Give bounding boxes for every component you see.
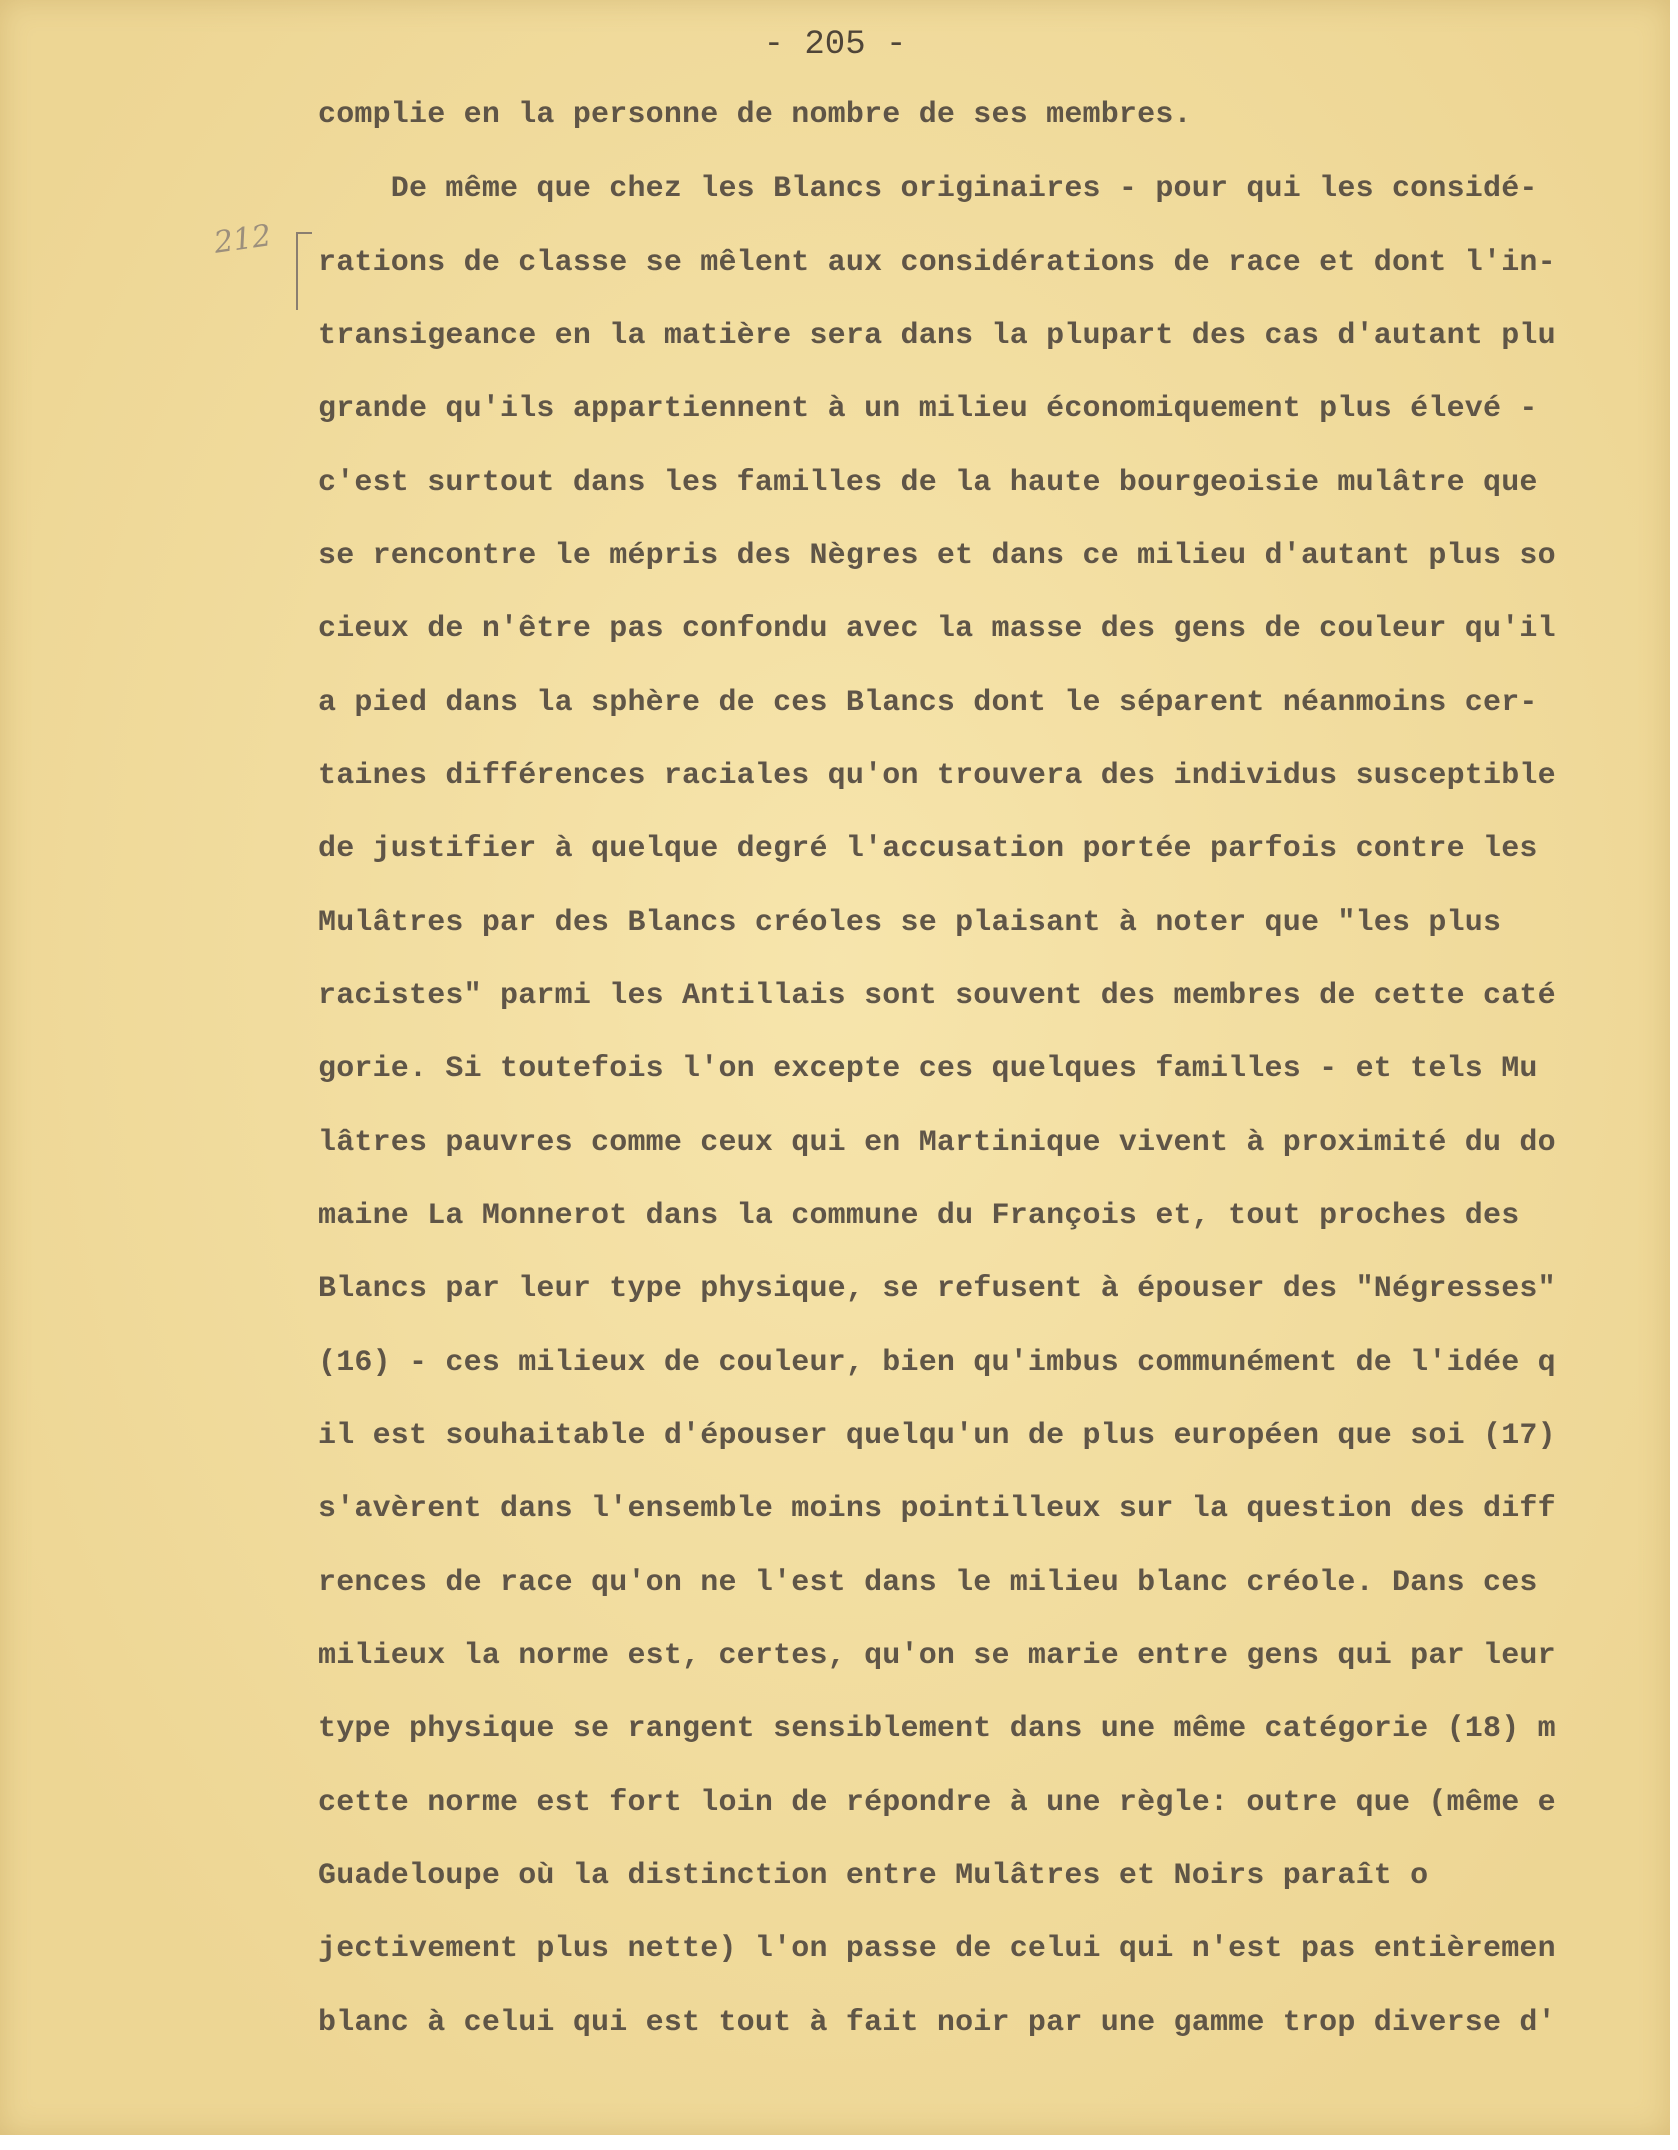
text-line: cette norme est fort loin de répondre à une règle: outre que (même e <box>318 1786 1556 1820</box>
text-line: gorie. Si toutefois l'on excepte ces quelques familles - et tels Mu <box>318 1052 1538 1086</box>
text-line: rences de race qu'on ne l'est dans le milieu blanc créole. Dans ces <box>318 1566 1538 1600</box>
text-line: Guadeloupe où la distinction entre Mulâtres et Noirs paraît o <box>318 1859 1429 1893</box>
text-line: grande qu'ils appartiennent à un milieu économiquement plus élevé - <box>318 392 1538 426</box>
text-line: de justifier à quelque degré l'accusation portée parfois contre les <box>318 832 1538 866</box>
text-line: Blancs par leur type physique, se refusent à épouser des "Négresses" <box>318 1272 1556 1306</box>
text-line: il est souhaitable d'épouser quelqu'un de plus européen que soi (17) <box>318 1419 1556 1453</box>
text-line: Mulâtres par des Blancs créoles se plaisant à noter que "les plus <box>318 906 1502 940</box>
text-line: (16) - ces milieux de couleur, bien qu'imbus communément de l'idée q <box>318 1346 1556 1380</box>
text-line: c'est surtout dans les familles de la haute bourgeoisie mulâtre que <box>318 466 1538 500</box>
text-line: a pied dans la sphère de ces Blancs dont le séparent néanmoins cer- <box>318 686 1538 720</box>
text-line: transigeance en la matière sera dans la plupart des cas d'autant plu <box>318 319 1556 353</box>
text-line: maine La Monnerot dans la commune du François et, tout proches des <box>318 1199 1520 1233</box>
text-line: cieux de n'être pas confondu avec la masse des gens de couleur qu'il <box>318 612 1556 646</box>
text-line: De même que chez les Blancs originaires - pour qui les considé- <box>318 172 1538 206</box>
page-number: - 205 - <box>763 26 907 64</box>
handwritten-margin-note: 212 <box>211 218 274 261</box>
text-line: milieux la norme est, certes, qu'on se marie entre gens qui par leur <box>318 1639 1556 1673</box>
text-line: rations de classe se mêlent aux considérations de race et dont l'in- <box>318 246 1556 280</box>
text-line: se rencontre le mépris des Nègres et dans ce milieu d'autant plus so <box>318 539 1556 573</box>
text-line: lâtres pauvres comme ceux qui en Martinique vivent à proximité du do <box>318 1126 1556 1160</box>
text-line: complie en la personne de nombre de ses membres. <box>318 98 1192 132</box>
text-line: type physique se rangent sensiblement dans une même catégorie (18) m <box>318 1712 1556 1746</box>
text-line: blanc à celui qui est tout à fait noir par une gamme trop diverse d' <box>318 2006 1556 2040</box>
text-line: jectivement plus nette) l'on passe de celui qui n'est pas entièremen <box>318 1932 1556 1966</box>
text-line: taines différences raciales qu'on trouvera des individus susceptible <box>318 759 1556 793</box>
text-line: s'avèrent dans l'ensemble moins pointilleux sur la question des diff <box>318 1492 1556 1526</box>
text-line: racistes" parmi les Antillais sont souvent des membres de cette caté <box>318 979 1556 1013</box>
